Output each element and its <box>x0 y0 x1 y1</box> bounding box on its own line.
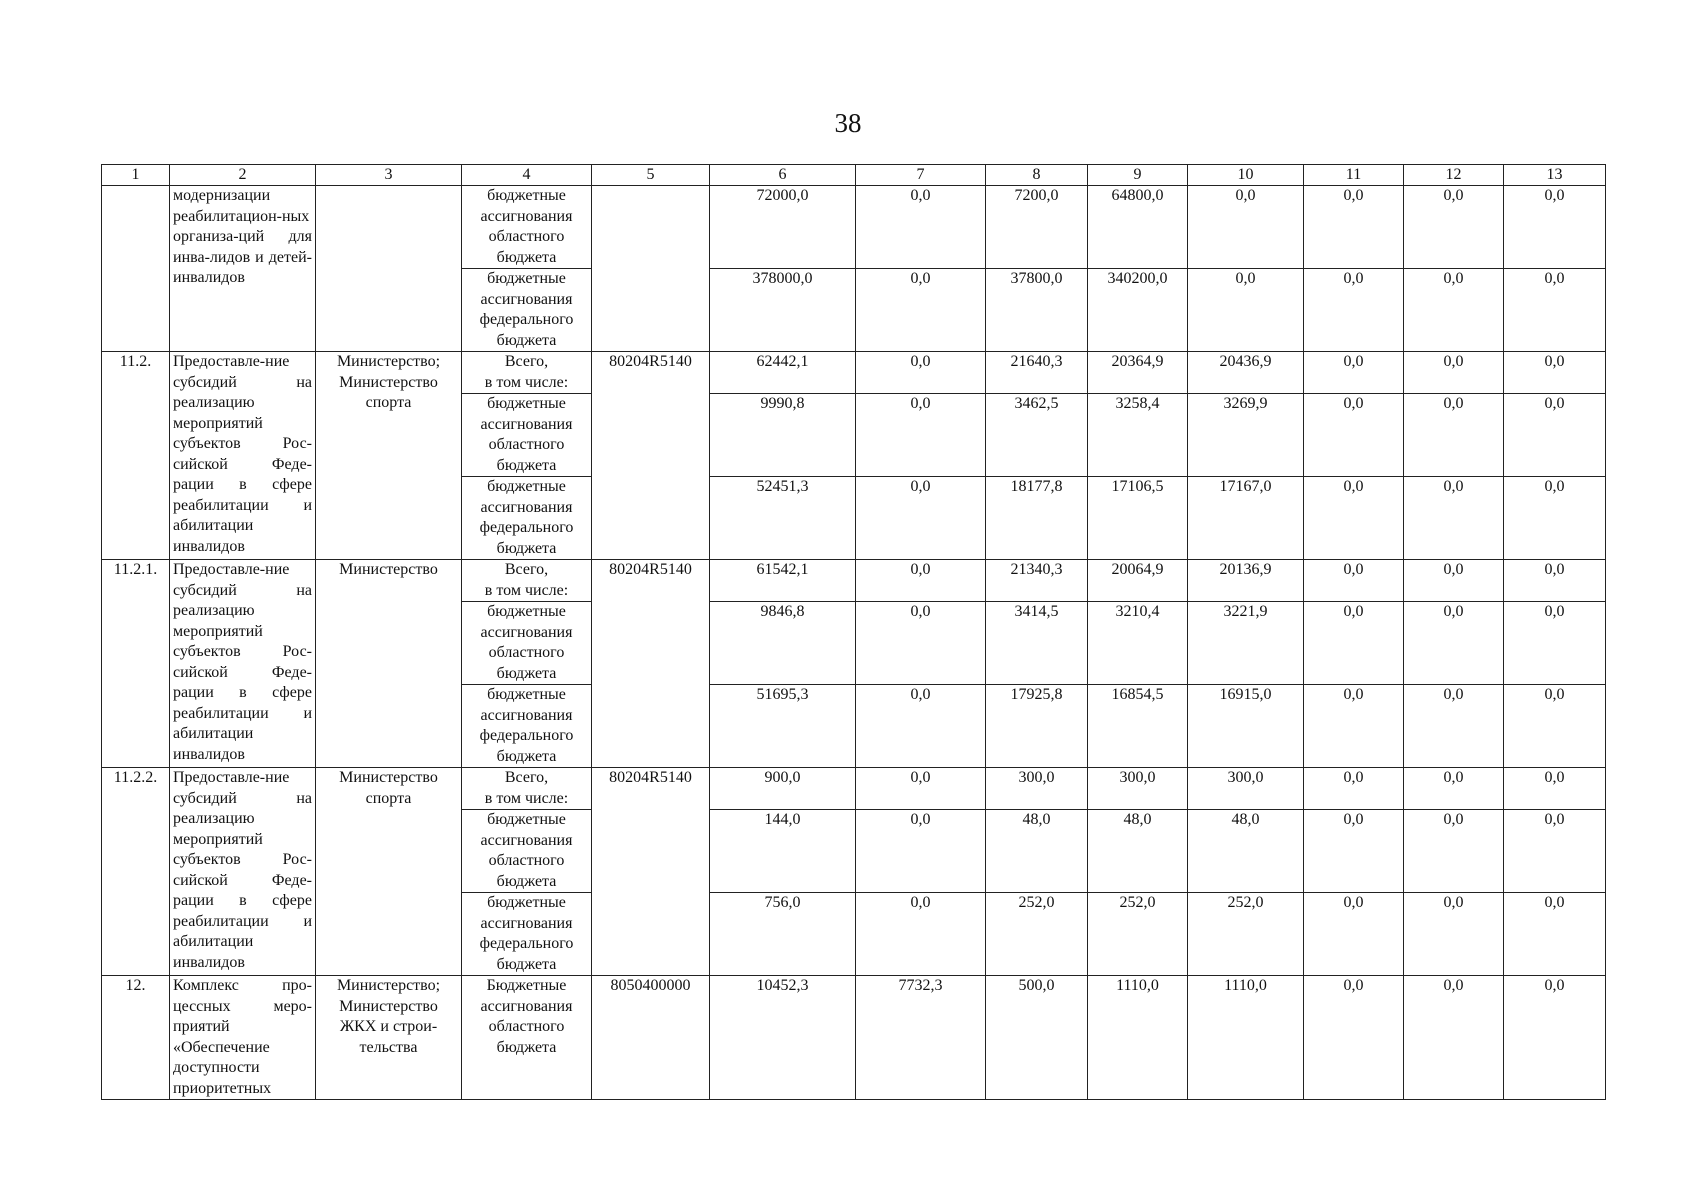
amount-cell: 0,0 <box>1504 685 1606 768</box>
amount-cell: 0,0 <box>1304 352 1404 394</box>
amount-cell: 48,0 <box>1088 810 1188 893</box>
amount-cell: 0,0 <box>1504 976 1606 1100</box>
amount-cell: 0,0 <box>1504 602 1606 685</box>
amount-cell: 7200,0 <box>986 186 1088 269</box>
funding-source-label: бюджетные ассигнования областного бюджета <box>462 602 592 685</box>
amount-cell: 3258,4 <box>1088 394 1188 477</box>
budget-code: 8050400000 <box>592 976 710 1100</box>
amount-cell: 9846,8 <box>710 602 856 685</box>
funding-source-label: бюджетные ассигнования федерального бюджета <box>462 685 592 768</box>
funding-source-label: бюджетные ассигнования областного бюджета <box>462 394 592 477</box>
amount-cell: 0,0 <box>1504 186 1606 269</box>
column-number: 11 <box>1304 165 1404 186</box>
amount-cell: 21340,3 <box>986 560 1088 602</box>
item-name: Предоставле-ние субсидий на реализацию мероприятий субъектов Рос-сийской Феде-рации в сфере реабилитации и абилитации инвалидов <box>170 352 316 560</box>
amount-cell: 9990,8 <box>710 394 856 477</box>
amount-cell: 7732,3 <box>856 976 986 1100</box>
amount-cell: 62442,1 <box>710 352 856 394</box>
amount-cell: 20136,9 <box>1188 560 1304 602</box>
amount-cell: 340200,0 <box>1088 269 1188 352</box>
amount-cell: 0,0 <box>1404 269 1504 352</box>
item-executor: Министерство; Министерство спорта <box>316 352 462 560</box>
amount-cell: 51695,3 <box>710 685 856 768</box>
amount-cell: 3221,9 <box>1188 602 1304 685</box>
amount-cell: 0,0 <box>1304 685 1404 768</box>
amount-cell: 3414,5 <box>986 602 1088 685</box>
amount-cell: 252,0 <box>1188 893 1304 976</box>
item-number: 11.2. <box>102 352 170 560</box>
funding-source-label: Бюджетные ассигнования областного бюджета <box>462 976 592 1100</box>
funding-source-label: Всего, в том числе: <box>462 768 592 810</box>
page-number: 38 <box>834 108 862 138</box>
item-number: 11.2.1. <box>102 560 170 768</box>
amount-cell: 0,0 <box>1504 560 1606 602</box>
amount-cell: 0,0 <box>856 352 986 394</box>
amount-cell: 64800,0 <box>1088 186 1188 269</box>
amount-cell: 20064,9 <box>1088 560 1188 602</box>
funding-source-label: бюджетные ассигнования федерального бюджета <box>462 269 592 352</box>
column-number: 1 <box>102 165 170 186</box>
item-number <box>102 186 170 352</box>
column-number: 3 <box>316 165 462 186</box>
item-executor <box>316 186 462 352</box>
amount-cell: 0,0 <box>856 269 986 352</box>
table-row <box>102 976 1606 1100</box>
amount-cell: 252,0 <box>1088 893 1188 976</box>
table-row <box>102 352 1606 394</box>
amount-cell: 0,0 <box>856 602 986 685</box>
amount-cell: 3269,9 <box>1188 394 1304 477</box>
amount-cell: 16915,0 <box>1188 685 1304 768</box>
amount-cell: 0,0 <box>1504 394 1606 477</box>
item-name: Предоставле-ние субсидий на реализацию мероприятий субъектов Рос-сийской Феде-рации в сфере реабилитации и абилитации инвалидов <box>170 560 316 768</box>
amount-cell: 756,0 <box>710 893 856 976</box>
amount-cell: 0,0 <box>1404 976 1504 1100</box>
amount-cell: 0,0 <box>1504 810 1606 893</box>
amount-cell: 20364,9 <box>1088 352 1188 394</box>
amount-cell: 0,0 <box>1304 768 1404 810</box>
amount-cell: 0,0 <box>1504 477 1606 560</box>
amount-cell: 20436,9 <box>1188 352 1304 394</box>
amount-cell: 72000,0 <box>710 186 856 269</box>
amount-cell: 0,0 <box>1304 602 1404 685</box>
table-row <box>102 560 1606 602</box>
amount-cell: 37800,0 <box>986 269 1088 352</box>
amount-cell: 0,0 <box>1304 394 1404 477</box>
amount-cell: 0,0 <box>856 685 986 768</box>
amount-cell: 252,0 <box>986 893 1088 976</box>
funding-source-label: бюджетные ассигнования областного бюджета <box>462 810 592 893</box>
amount-cell: 0,0 <box>1188 269 1304 352</box>
amount-cell: 300,0 <box>1088 768 1188 810</box>
item-executor: Министерство; Министерство ЖКХ и строи-тельства <box>316 976 462 1100</box>
amount-cell: 0,0 <box>856 810 986 893</box>
column-number: 4 <box>462 165 592 186</box>
amount-cell: 0,0 <box>1404 893 1504 976</box>
amount-cell: 0,0 <box>1504 352 1606 394</box>
amount-cell: 0,0 <box>1404 186 1504 269</box>
amount-cell: 500,0 <box>986 976 1088 1100</box>
amount-cell: 1110,0 <box>1088 976 1188 1100</box>
table-row <box>102 186 1606 269</box>
amount-cell: 0,0 <box>856 560 986 602</box>
budget-code: 80204R5140 <box>592 768 710 976</box>
column-number: 10 <box>1188 165 1304 186</box>
amount-cell: 0,0 <box>1304 477 1404 560</box>
column-number: 6 <box>710 165 856 186</box>
funding-source-label: Всего, в том числе: <box>462 352 592 394</box>
table-row <box>102 768 1606 810</box>
amount-cell: 0,0 <box>1404 560 1504 602</box>
amount-cell: 17925,8 <box>986 685 1088 768</box>
amount-cell: 0,0 <box>1404 810 1504 893</box>
item-name: модернизации реабилитацион-ных организа-ций для инва-лидов и детей-инвалидов <box>170 186 316 352</box>
budget-code <box>592 186 710 352</box>
amount-cell: 0,0 <box>856 768 986 810</box>
column-number: 7 <box>856 165 986 186</box>
amount-cell: 48,0 <box>986 810 1088 893</box>
amount-cell: 52451,3 <box>710 477 856 560</box>
amount-cell: 0,0 <box>1404 352 1504 394</box>
amount-cell: 300,0 <box>1188 768 1304 810</box>
item-number: 12. <box>102 976 170 1100</box>
column-number-row <box>102 165 1606 186</box>
amount-cell: 16854,5 <box>1088 685 1188 768</box>
item-name: Предоставле-ние субсидий на реализацию мероприятий субъектов Рос-сийской Феде-рации в сфере реабилитации и абилитации инвалидов <box>170 768 316 976</box>
column-number: 9 <box>1088 165 1188 186</box>
amount-cell: 0,0 <box>1404 685 1504 768</box>
amount-cell: 0,0 <box>856 186 986 269</box>
funding-source-label: бюджетные ассигнования федерального бюджета <box>462 893 592 976</box>
amount-cell: 17167,0 <box>1188 477 1304 560</box>
amount-cell: 144,0 <box>710 810 856 893</box>
amount-cell: 0,0 <box>1304 976 1404 1100</box>
funding-source-label: бюджетные ассигнования областного бюджета <box>462 186 592 269</box>
amount-cell: 0,0 <box>1304 560 1404 602</box>
amount-cell: 21640,3 <box>986 352 1088 394</box>
amount-cell: 0,0 <box>1504 893 1606 976</box>
amount-cell: 0,0 <box>1304 269 1404 352</box>
amount-cell: 17106,5 <box>1088 477 1188 560</box>
column-number: 8 <box>986 165 1088 186</box>
amount-cell: 0,0 <box>856 394 986 477</box>
amount-cell: 0,0 <box>856 477 986 560</box>
amount-cell: 0,0 <box>1188 186 1304 269</box>
column-number: 13 <box>1504 165 1606 186</box>
amount-cell: 0,0 <box>856 893 986 976</box>
column-number: 12 <box>1404 165 1504 186</box>
amount-cell: 48,0 <box>1188 810 1304 893</box>
amount-cell: 0,0 <box>1404 768 1504 810</box>
budget-code: 80204R5140 <box>592 352 710 560</box>
item-name: Комплекс про-цессных меро-приятий «Обеспечение доступности приоритетных <box>170 976 316 1100</box>
amount-cell: 300,0 <box>986 768 1088 810</box>
amount-cell: 0,0 <box>1404 602 1504 685</box>
amount-cell: 3210,4 <box>1088 602 1188 685</box>
column-number: 5 <box>592 165 710 186</box>
budget-code: 80204R5140 <box>592 560 710 768</box>
amount-cell: 10452,3 <box>710 976 856 1100</box>
amount-cell: 0,0 <box>1404 394 1504 477</box>
amount-cell: 0,0 <box>1304 186 1404 269</box>
funding-source-label: Всего, в том числе: <box>462 560 592 602</box>
amount-cell: 0,0 <box>1504 768 1606 810</box>
item-number: 11.2.2. <box>102 768 170 976</box>
amount-cell: 378000,0 <box>710 269 856 352</box>
amount-cell: 0,0 <box>1304 893 1404 976</box>
amount-cell: 1110,0 <box>1188 976 1304 1100</box>
amount-cell: 61542,1 <box>710 560 856 602</box>
amount-cell: 900,0 <box>710 768 856 810</box>
column-number: 2 <box>170 165 316 186</box>
item-executor: Министерство спорта <box>316 768 462 976</box>
funding-source-label: бюджетные ассигнования федерального бюджета <box>462 477 592 560</box>
budget-table <box>101 164 1606 1100</box>
amount-cell: 0,0 <box>1504 269 1606 352</box>
item-executor: Министерство <box>316 560 462 768</box>
amount-cell: 3462,5 <box>986 394 1088 477</box>
amount-cell: 18177,8 <box>986 477 1088 560</box>
amount-cell: 0,0 <box>1304 810 1404 893</box>
amount-cell: 0,0 <box>1404 477 1504 560</box>
